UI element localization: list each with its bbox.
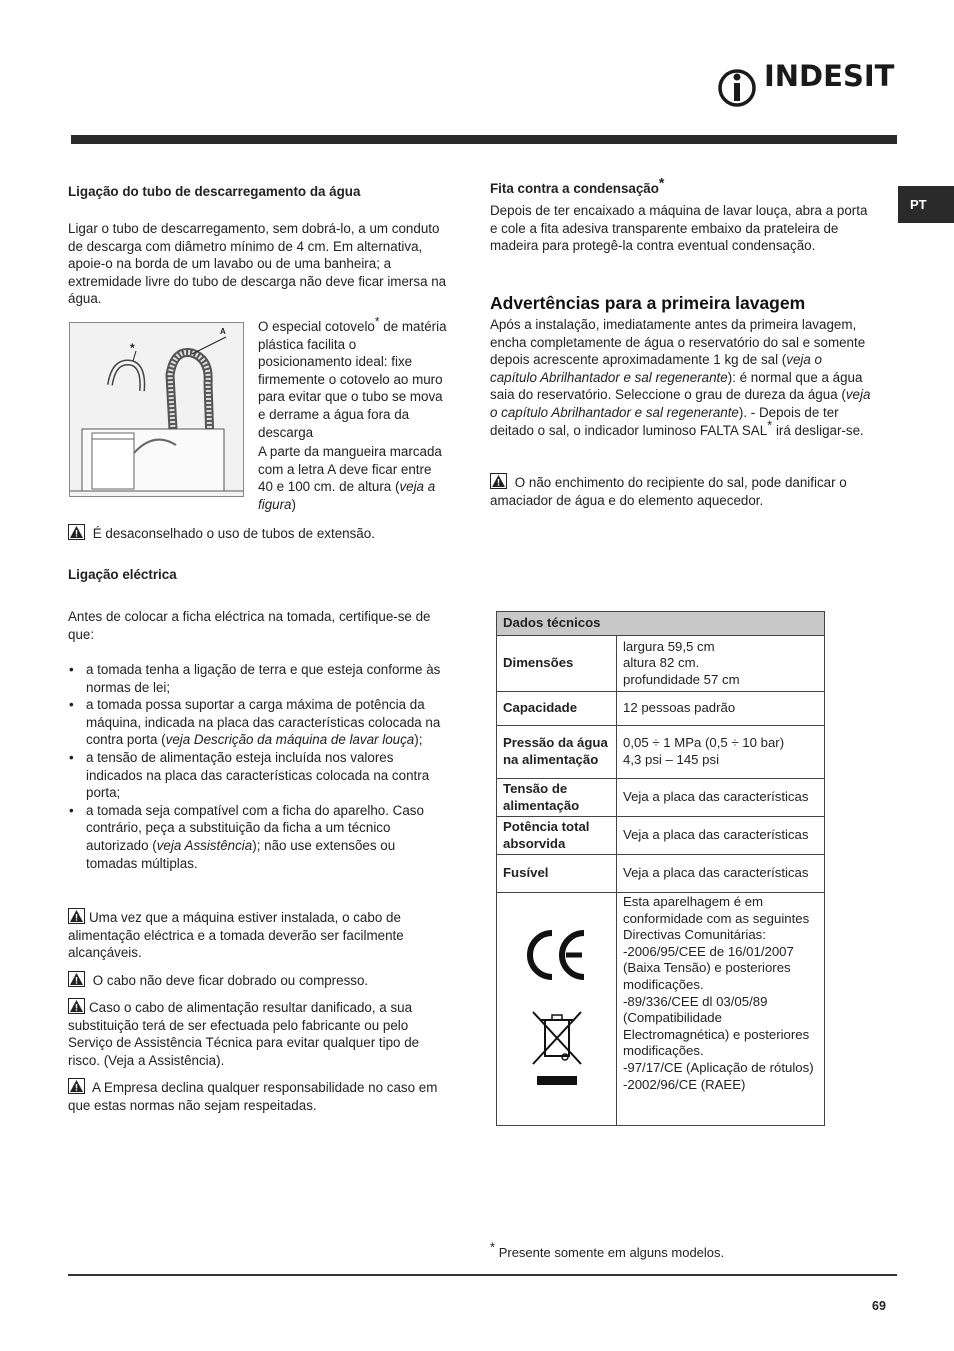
figure-label-star: * <box>130 341 135 355</box>
electric-intro: Antes de colocar a ficha eléctrica na tomada, certifique-se de que: <box>68 609 431 642</box>
warning-icon <box>68 908 85 924</box>
warning-icon <box>68 524 85 540</box>
first-wash-text: Após a instalação, imediatamente antes da primeira lavagem, encha completamente de água o reservatório do sal e somente depois acrescente aproximadamente 1 kg de sal (veja o capítulo Abrilhantador e sal regenerante): é normal que a água saia do reservatório. Seleccione o grau de dureza da água (veja o capítulo Abrilhantador e sal regenerante). - Depois de ter deitado o sal, o indicador luminoso FALTA SAL* irá desligar-se. <box>490 317 871 438</box>
language-tab: PT <box>898 186 954 223</box>
warning-liability: A Empresa declina qualquer responsabilidade no caso em que estas normas não sejam respeitadas. <box>68 1080 438 1113</box>
warning-accessible: Uma vez que a máquina estiver instalada, o cabo de alimentação eléctrica e a tomada deverão ser facilmente alcançáveis. <box>68 910 404 961</box>
drain-hose-figure <box>69 322 244 497</box>
ce-mark-icon <box>522 925 592 985</box>
table-row: Capacidade 12 pessoas padrão <box>497 692 825 726</box>
indesit-logo <box>718 59 895 110</box>
drain-hose-illustration <box>70 323 243 496</box>
warning-icon <box>68 971 85 987</box>
drain-text: Ligar o tubo de descarregamento, sem dobrá-lo, a um conduto de descarga com diâmetro mínimo de 4 cm. Em alternativa, apoie-o na borda de um lavabo ou de uma banheira; a extremidade livre do tubo de descarga não deve ficar imersa na água. <box>68 221 447 307</box>
drain-heading: Ligação do tubo de descarregamento da água <box>68 184 361 199</box>
salt-warning: O não enchimento do recipiente do sal, pode danificar o amaciador de água e do elemento aquecedor. <box>490 475 847 508</box>
list-item: • a tensão de alimentação esteja incluída nos valores indicados na placa das características colocada na contra porta; <box>68 749 448 802</box>
table-row: Dimensões largura 59,5 cm altura 82 cm. profundidade 57 cm <box>497 636 825 692</box>
certification-marks <box>497 893 617 1126</box>
table-row: Potência total absorvida Veja a placa das características <box>497 817 825 855</box>
warning-icon <box>68 1078 85 1094</box>
weee-bin-icon <box>527 1008 587 1088</box>
warning-icon <box>68 998 85 1014</box>
table-title: Dados técnicos <box>497 612 825 636</box>
table-row: Pressão da água na alimentação 0,05 ÷ 1 MPa (0,5 ÷ 10 bar) 4,3 psi – 145 psi <box>497 726 825 779</box>
tape-heading: Fita contra a condensação* <box>490 174 665 196</box>
hose-height-text: A parte da mangueira marcada com a letra A deve ficar entre 40 e 100 cm. de altura (veja a figura) <box>258 444 442 512</box>
elbow-text: O especial cotovelo* de matéria plástica facilita o posicionamento ideal: fixe firmemente o cotovelo ao muro para evitar que o tubo se mova e derrame a água fora da descarga <box>258 314 447 440</box>
electric-heading: Ligação eléctrica <box>68 567 177 582</box>
warning-icon <box>490 473 507 489</box>
compliance-text: Esta aparelhagem é em conformidade com as seguintes Directivas Comunitárias: -2006/95/CEE de 16/01/2007 (Baixa Tensão) e posteriores modificações. -89/336/CEE dl 03/05/89 (Compatibilidade Electromagnética) e posteriores modificações. -97/17/CE (Aplicação de rótulos) -2002/96/CE (RAEE) <box>617 893 825 1126</box>
list-item: • a tomada possa suportar a carga máxima de potência da máquina, indicada na placa das características colocada na contra porta (veja Descrição da máquina de lavar louça); <box>68 696 448 749</box>
bottom-rule <box>68 1274 897 1276</box>
technical-data-table <box>496 611 825 1126</box>
indesit-logo-icon <box>718 66 762 110</box>
electric-checklist <box>68 661 448 872</box>
page-number: 69 <box>872 1299 886 1313</box>
list-item: • a tomada tenha a ligação de terra e que esteja conforme às normas de lei; <box>68 661 448 696</box>
list-item: • a tomada seja compatível com a ficha do aparelho. Caso contrário, peça a substituição da ficha a um técnico autorizado (veja Assistência); não use extensões ou tomadas múltiplas. <box>68 802 448 872</box>
table-row: Tensão de alimentação Veja a placa das características <box>497 779 825 817</box>
first-wash-heading: Advertências para a primeira lavagem <box>490 293 806 313</box>
brand-name: INDESIT <box>764 59 895 93</box>
top-rule <box>71 135 897 144</box>
table-row <box>497 893 825 1126</box>
figure-label-a: A <box>220 327 226 336</box>
warning-damaged-cable: Caso o cabo de alimentação resultar danificado, a sua substituição terá de ser efectuada pelo fabricante ou pelo Serviço de Assistência Técnica para evitar qualquer tipo de risco. (Veja a Assistência). <box>68 1000 420 1068</box>
tape-text: Depois de ter encaixado a máquina de lavar louça, abra a porta e cole a fita adesiva transparente embaixo da prateleira de madeira para protegê-la contra eventual condensação. <box>490 203 868 254</box>
table-row: Fusível Veja a placa das características <box>497 855 825 893</box>
extension-warning: É desaconselhado o uso de tubos de extensão. <box>68 524 448 543</box>
footnote: * Presente somente em alguns modelos. <box>490 1239 725 1260</box>
warning-not-bent: O cabo não deve ficar dobrado ou compresso. <box>68 971 448 990</box>
